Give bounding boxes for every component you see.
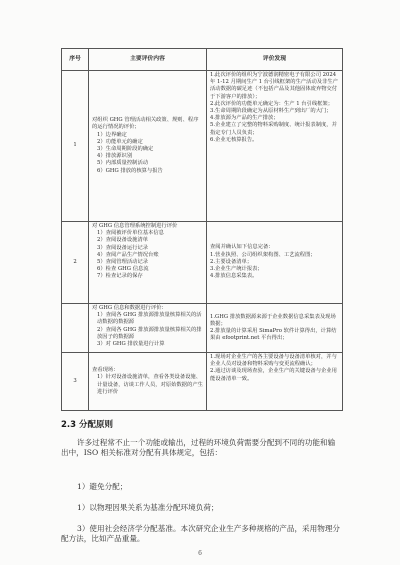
section-heading: 2.3 分配原则 (61, 420, 114, 430)
finding-line: 2.此次评价的功能单元确定为：生产 1 台引线框架； (210, 100, 334, 107)
header-content: 主要评价内容 (89, 49, 207, 71)
content-line: 1）边界确定 (97, 131, 127, 138)
content-line: 3）对 GHG 排放量进行计算 (97, 341, 165, 348)
content-line: 6）GHG 排放的核算与报告 (97, 167, 163, 174)
table-row (62, 222, 343, 304)
row-number: 1 (62, 71, 89, 222)
evaluation-findings (207, 353, 343, 411)
table-row (62, 353, 343, 411)
evaluation-findings (207, 71, 343, 222)
header-num: 序号 (62, 49, 89, 71)
content-line: 1）查阅各 GHG 排放源排放量核算相关的活动数据的数据源 (97, 312, 202, 326)
evaluation-table (61, 48, 343, 411)
finding-line: 3.生命周期阶段确定为从原材料生产到出厂的大门； (210, 108, 332, 115)
finding-line: 1.此次评价的组织为宁波德润精密电子有限公司 2024 年 1-12 月期间生产 1 台引线框架的生产活动及非生产活动数据的碳足迹（不包括产品及其他固体废弃物交付于下游客户的排放）； (210, 72, 338, 100)
table-row (62, 304, 343, 353)
evaluation-findings (207, 222, 343, 304)
content-line: 3）生命周期阶段的确定 (97, 146, 154, 152)
finding-line: 1.现场对企业生产的各主要设备与设备清单核对，并与企业人员对设备和物料采购与变更流程确认； (210, 354, 337, 368)
evaluation-content (89, 71, 207, 222)
content-line: 2）查阅各 GHG 排放源排放量核算相关的排放因子的数据源 (97, 326, 202, 340)
finding-line: 2.主要设备清单； (210, 258, 253, 265)
evaluation-content (89, 304, 207, 353)
content-line: 2）查阅设备设施清单 (97, 237, 149, 244)
finding-line: 1.营业执照、公司组织架构图、工艺流程图； (210, 251, 316, 258)
body-paragraph: 许多过程常不止一个功能或输出，过程的环境负荷需要分配到不同的功能和输出中，ISO 相关标准对分配有具体规定，包括： (61, 438, 336, 457)
evaluation-findings (207, 304, 343, 353)
content-line: 5）内部质量控制活动 (97, 160, 149, 167)
row-number: 3 (62, 353, 89, 411)
row-number (62, 304, 89, 353)
header-findings: 评价发现 (207, 49, 343, 71)
content-line: 对组织 GHG 管理活动相关政策、规则、程序的运行情况的评价； (92, 117, 199, 131)
table-row (62, 71, 343, 222)
finding-line: 1.GHG 排放数据源来源于企业数据信息采集表及现场数据； (210, 313, 336, 327)
list-item: 1）避免分配； (77, 482, 128, 491)
content-line: 对 GHG 信息和数据进行评价： (92, 305, 167, 311)
evaluation-content (89, 353, 207, 411)
finding-line: 2.通过访谈及现场查验，企业生产的关键设备与企业用能设备清单一致。 (210, 368, 337, 382)
content-line: 2）功能单元的确定 (97, 138, 143, 145)
finding-line: 4.排放信息采集表。 (210, 273, 258, 280)
content-line: 3）查阅设备运行记录 (97, 244, 149, 251)
content-line: 对 GHG 信息管理系统控制进行评价 (92, 223, 178, 229)
table-header-row (62, 49, 343, 71)
finding-line: 6.企业无核算报告。 (210, 136, 258, 143)
page-number: 6 (198, 550, 202, 557)
content-line: 4）排放源识别 (97, 153, 133, 160)
content-line: 1）查阅被评价单位基本信息 (97, 230, 164, 237)
content-line: 4）查阅产品生产情况台账 (97, 251, 159, 258)
finding-line: 查阅并确认如下信息完备： (210, 244, 274, 251)
row-number: 2 (62, 222, 89, 304)
list-item: 3）使用社会经济学分配基准。本次研究企业生产多种规格的产品，采用物理分配方法，比如产品重量。 (61, 524, 341, 543)
content-line: 查看现场： (92, 367, 119, 374)
finding-line: 5.企业建立了完整的物料采购制度、统计报表制度，并指定专门人员负责； (210, 122, 337, 136)
list-item: 1）以物理因果关系为基准分配环境负荷； (77, 503, 219, 512)
evaluation-content (89, 222, 207, 304)
content-line: 7）检查记录的保存 (97, 273, 143, 280)
finding-line: 4.排放源为产品的生产排放； (210, 115, 279, 122)
finding-line: 2.排放量的计算采用 SimaPro 软件计算得出，计算结果由 efootprint.net 平台得出； (210, 328, 337, 342)
content-line: 6）检查 GHG 信息流 (97, 266, 149, 273)
finding-line: 3.企业生产统计报表； (210, 266, 263, 273)
content-line: 1）针对设备设施清单，查看各类设备设施、计量设备，访谈工作人员，对原始数据的产生进行评价 (97, 374, 203, 395)
content-line: 5）查阅管理活动记录 (97, 259, 149, 266)
